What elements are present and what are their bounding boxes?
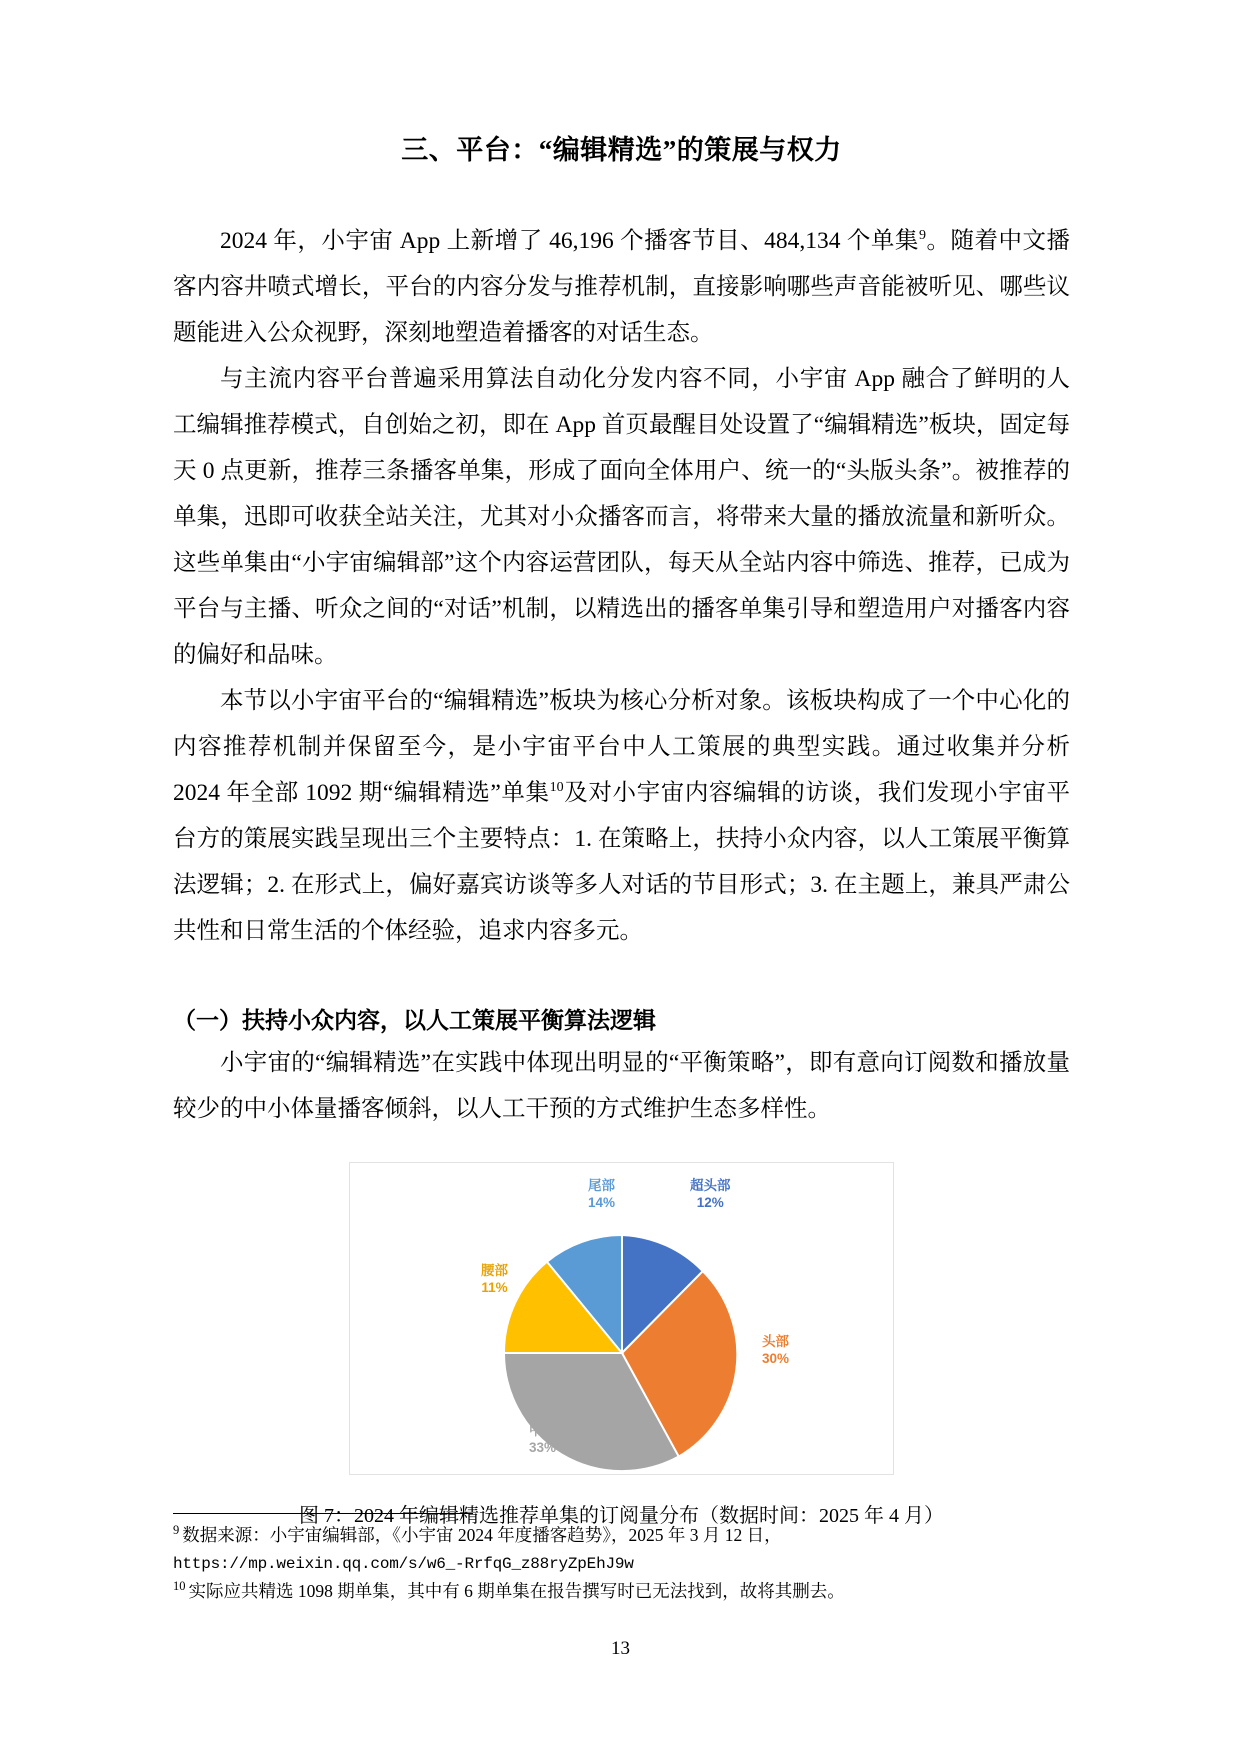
paragraph-1-text-b: 。随着中文播客内容井喷式增长，平台的内容分发与推荐机制，直接影响哪些声音能被听见、哪些议题能进入公众视野，深刻地塑造着播客的对话生态。	[173, 227, 1070, 346]
footnote-ref-10: 10	[549, 779, 564, 795]
pie-label-weibu-value: 14%	[588, 1194, 616, 1210]
pie-label-weibu	[588, 1177, 615, 1211]
pie-label-chaotoubu-value: 12%	[696, 1194, 724, 1210]
pie-label-toubu-name: 头部	[762, 1333, 790, 1349]
paragraph-3-text-a: 本节以小宇宙平台的“编辑精选”板块为核心分析对象。该板块构成了一个中心化的内容推荐机制并保留至今，是小宇宙平台中人工策展的典型实践。通过收集并分析 2024 年全部 1092 期“编辑精选”单集	[173, 687, 1070, 806]
pie-label-yaobu-name: 腰部	[481, 1262, 508, 1278]
footnote-item	[173, 1522, 1073, 1578]
pie-chart	[349, 1162, 894, 1475]
page-title: 三、平台：“编辑精选”的策展与权力	[401, 135, 842, 165]
pie-label-zhongbu	[529, 1422, 556, 1456]
figure-caption: 图 7：2024 年编辑精选推荐单集的订阅量分布（数据时间：2025 年 4 月）	[299, 1504, 944, 1527]
pie-chart-svg	[350, 1163, 893, 1474]
pie-label-chaotoubu	[690, 1177, 731, 1211]
figure-7	[173, 1162, 1070, 1475]
section-paragraph: 小宇宙的“编辑精选”在实践中体现出明显的“平衡策略”，即有意向订阅数和播放量较少的中小体量播客倾斜，以人工干预的方式维护生态多样性。	[173, 1049, 1070, 1122]
footnote-separator	[173, 1513, 473, 1514]
pie-label-toubu	[762, 1333, 789, 1367]
footnote-marker: 10	[173, 1579, 186, 1594]
pie-label-toubu-value: 30%	[762, 1350, 790, 1366]
section-heading: （一）扶持小众内容，以人工策展平衡算法逻辑	[173, 1006, 656, 1033]
footnotes-block	[173, 1522, 1073, 1605]
page-content	[173, 0, 1070, 1531]
pie-label-weibu-name: 尾部	[588, 1177, 616, 1193]
paragraph-1-text-a: 2024 年，小宇宙 App 上新增了 46,196 个播客节目、484,134 个单集	[220, 227, 919, 254]
body-paragraph-2: 与主流内容平台普遍采用算法自动化分发内容不同，小宇宙 App 融合了鲜明的人工编辑推荐模式，自创始之初，即在 App 首页最醒目处设置了“编辑精选”板块，固定每天 0 点更新，推荐三条播客单集，形成了面向全体用户、统一的“头版头条”。被推荐的单集，迅即可收获全站关注，尤其对小众播客而言，将带来大量的播放流量和新听众。这些单集由“小宇宙编辑部”这个内容运营团队，每天从全站内容中筛选、推荐，已成为平台与主播、听众之间的“对话”机制，以精选出的播客单集引导和塑造用户对播客内容的偏好和品味。	[173, 365, 1070, 668]
footnote-marker: 9	[173, 1523, 180, 1538]
pie-label-zhongbu-value: 33%	[529, 1439, 557, 1455]
page-number: 13	[611, 1638, 630, 1659]
footnote-item	[173, 1578, 1073, 1605]
pie-label-yaobu	[481, 1262, 508, 1296]
pie-label-yaobu-value: 11%	[481, 1279, 508, 1295]
footnote-url[interactable]: https://mp.weixin.qq.com/s/w6_-RrfqG_z88ryZpEhJ9w	[173, 1555, 634, 1573]
pie-label-chaotoubu-name: 超头部	[690, 1177, 731, 1193]
footnote-text: 数据来源：小宇宙编辑部，《小宇宙 2024 年度播客趋势》，2025 年 3 月 12 日，	[182, 1525, 782, 1545]
footnote-ref-9: 9	[918, 227, 926, 243]
body-paragraph-1	[173, 218, 1070, 356]
pie-label-zhongbu-name: 中部	[529, 1422, 557, 1438]
footnote-text: 实际应共精选 1098 期单集，其中有 6 期单集在报告撰写时已无法找到，故将其删去。	[188, 1581, 845, 1601]
body-paragraph-3	[173, 678, 1070, 954]
paragraph-3-text-b: 及对小宇宙内容编辑的访谈，我们发现小宇宙平台方的策展实践呈现出三个主要特点：1. 在策略上，扶持小众内容，以人工策展平衡算法逻辑；2. 在形式上，偏好嘉宾访谈等多人对话的节目形式；3. 在主题上，兼具严肃公共性和日常生活的个体经验，追求内容多元。	[173, 779, 1070, 944]
